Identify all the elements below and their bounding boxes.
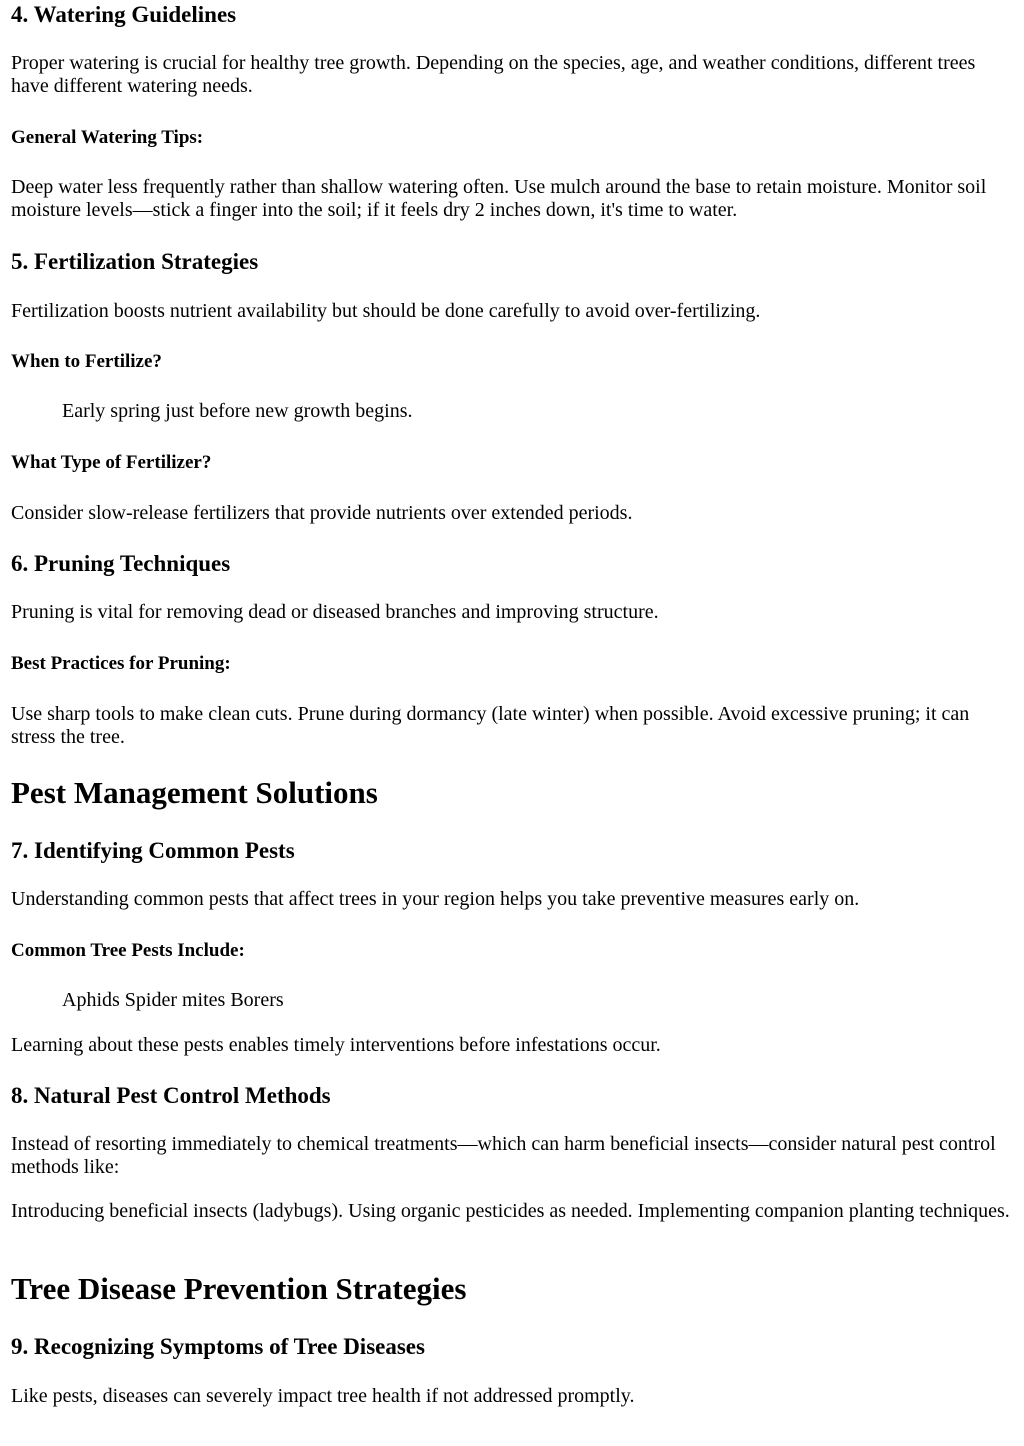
subheading-when-to-fertilize: When to Fertilize? — [11, 351, 162, 372]
heading-natural-pest-control: 8. Natural Pest Control Methods — [11, 1083, 331, 1108]
title-tree-disease-prevention: Tree Disease Prevention Strategies — [11, 1271, 467, 1306]
heading-recognizing-disease-symptoms: 9. Recognizing Symptoms of Tree Diseases — [11, 1334, 425, 1359]
subheading-best-practices-pruning: Best Practices for Pruning: — [11, 653, 231, 674]
subheading-what-type-of-fertilizer: What Type of Fertilizer? — [11, 452, 212, 473]
subheading-common-tree-pests: Common Tree Pests Include: — [11, 940, 245, 961]
subheading-general-watering-tips: General Watering Tips: — [11, 127, 204, 148]
paragraph-watering-tips: Deep water less frequently rather than shallow watering often. Use mulch around the base to retain moisture. Monitor soil moisture levels—stick a finger into the soil; if it feels dry 2 inches down, it's time to water. — [11, 176, 987, 221]
paragraph-pruning-intro: Pruning is vital for removing dead or diseased branches and improving structure. — [11, 601, 659, 623]
heading-pruning-techniques: 6. Pruning Techniques — [11, 551, 231, 576]
blockquote-when-to-fertilize: Early spring just before new growth begins. — [62, 400, 413, 422]
paragraph-watering-intro: Proper watering is crucial for healthy tree growth. Depending on the species, age, and weather conditions, different trees have different watering needs. — [11, 52, 976, 97]
heading-identifying-common-pests: 7. Identifying Common Pests — [11, 838, 295, 863]
paragraph-fertilization-intro: Fertilization boosts nutrient availability but should be done carefully to avoid over-fertilizing. — [11, 300, 761, 322]
paragraph-pests-outro: Learning about these pests enables timely interventions before infestations occur. — [11, 1034, 661, 1056]
title-pest-management-solutions: Pest Management Solutions — [11, 775, 378, 810]
paragraph-natural-control-methods: Introducing beneficial insects (ladybugs). Using organic pesticides as needed. Implementing companion planting techniques. — [11, 1200, 1010, 1222]
paragraph-pruning-practices: Use sharp tools to make clean cuts. Prune during dormancy (late winter) when possible. Avoid excessive pruning; it can stress the tree. — [11, 703, 970, 748]
paragraph-pests-intro: Understanding common pests that affect trees in your region helps you take preventive measures early on. — [11, 888, 860, 910]
heading-fertilization-strategies: 5. Fertilization Strategies — [11, 249, 259, 274]
paragraph-natural-control-intro: Instead of resorting immediately to chemical treatments—which can harm beneficial insects—consider natural pest control methods like: — [11, 1133, 996, 1178]
blockquote-common-pests-list: Aphids Spider mites Borers — [62, 989, 284, 1011]
heading-watering-guidelines: 4. Watering Guidelines — [11, 2, 237, 27]
paragraph-disease-intro: Like pests, diseases can severely impact tree health if not addressed promptly. — [11, 1385, 635, 1407]
paragraph-fertilizer-type: Consider slow-release fertilizers that provide nutrients over extended periods. — [11, 502, 633, 524]
